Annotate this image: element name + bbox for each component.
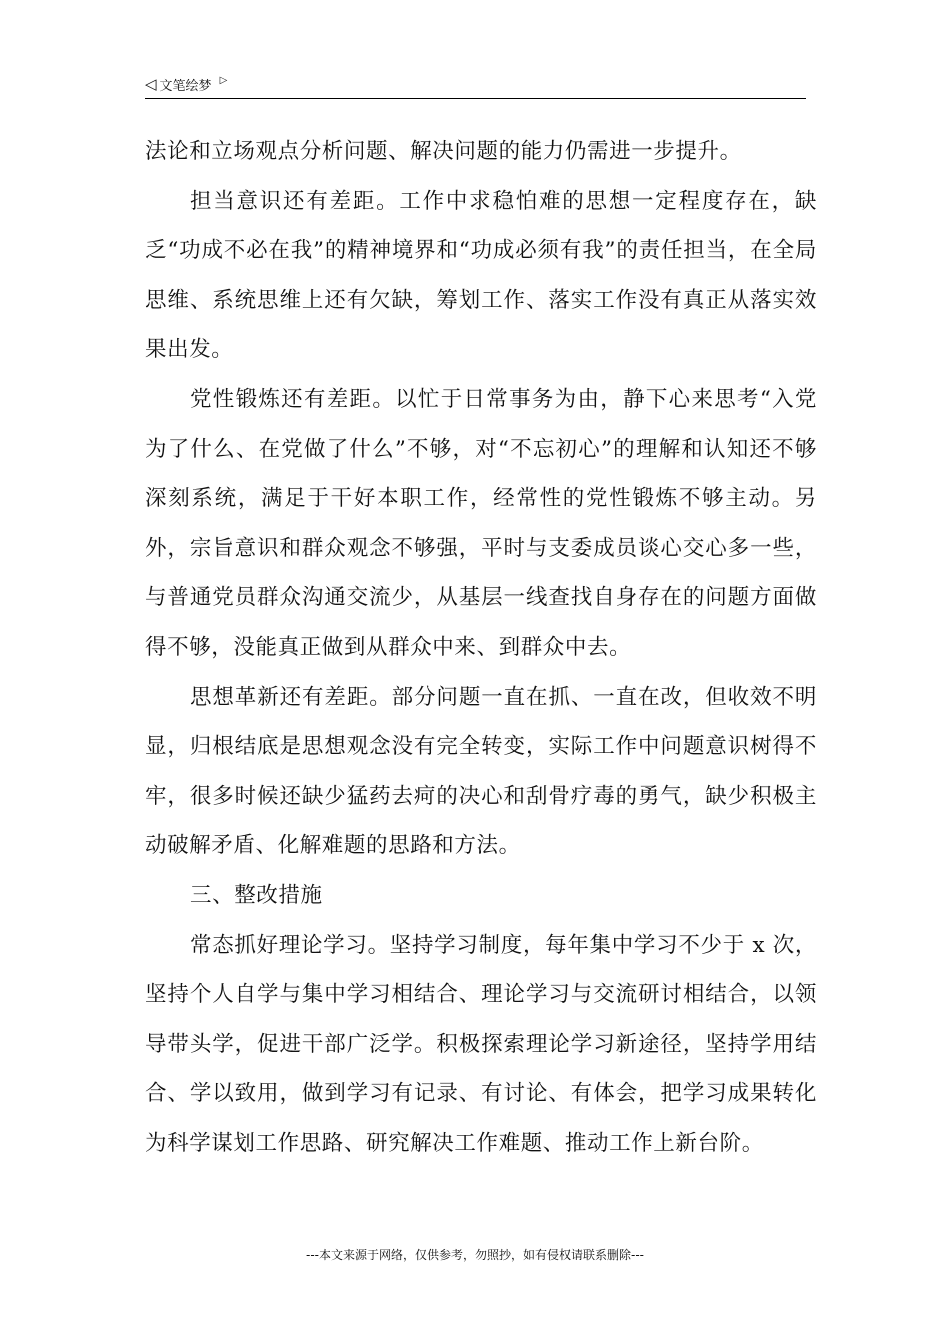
header-brand: [145, 74, 227, 94]
paragraph-responsibility: 担当意识还有差距。工作中求稳怕难的思想一定程度存在，缺乏“功成不必在我”的精神境界和“功成必须有我”的责任担当，在全局思维、系统思维上还有欠缺，筹划工作、落实工作没有真正从落实效果出发。: [145, 188, 817, 363]
paragraph-theory-study: 常态抓好理论学习。坚持学习制度，每年集中学习不少于 x 次，坚持个人自学与集中学习相结合、理论学习与交流研讨相结合，以领导带头学，促进干部广泛学。积极探索理论学习新途径，坚持学用结合、学以致用，做到学习有记录、有讨论、有体会，把学习成果转化为科学谋划工作思路、研究解决工作难题、推动工作上新台阶。: [145, 932, 817, 1156]
document-body: [145, 127, 817, 1168]
triangle-left-icon: ◁: [145, 74, 157, 93]
section-heading: 三、整改措施: [190, 882, 323, 908]
page-footer: ---本文来源于网络，仅供参考，勿照抄，如有侵权请联系删除---: [306, 1248, 644, 1262]
paragraph-continuation: 法论和立场观点分析问题、解决问题的能力仍需进一步提升。: [145, 139, 742, 164]
page-header: [145, 74, 806, 99]
brand-name: 文笔绘梦: [159, 78, 212, 94]
triangle-right-icon: ▷: [219, 75, 228, 86]
paragraph-party-spirit: 党性锻炼还有差距。以忙于日常事务为由，静下心来思考“入党为了什么、在党做了什么”不够，对“不忘初心”的理解和认知还不够深刻系统，满足于干好本职工作，经常性的党性锻炼不够主动。另外，宗旨意识和群众观念不够强，平时与支委成员谈心交心多一些，与普通党员群众沟通交流少，从基层一线查找自身存在的问题方面做得不够，没能真正做到从群众中来、到群众中去。: [145, 386, 817, 660]
paragraph-thinking-reform: 思想革新还有差距。部分问题一直在抓、一直在改，但收效不明显，归根结底是思想观念没有完全转变，实际工作中问题意识树得不牢，很多时候还缺少猛药去疴的决心和刮骨疗毒的勇气，缺少积极主动破解矛盾、化解难题的思路和方法。: [145, 684, 817, 859]
